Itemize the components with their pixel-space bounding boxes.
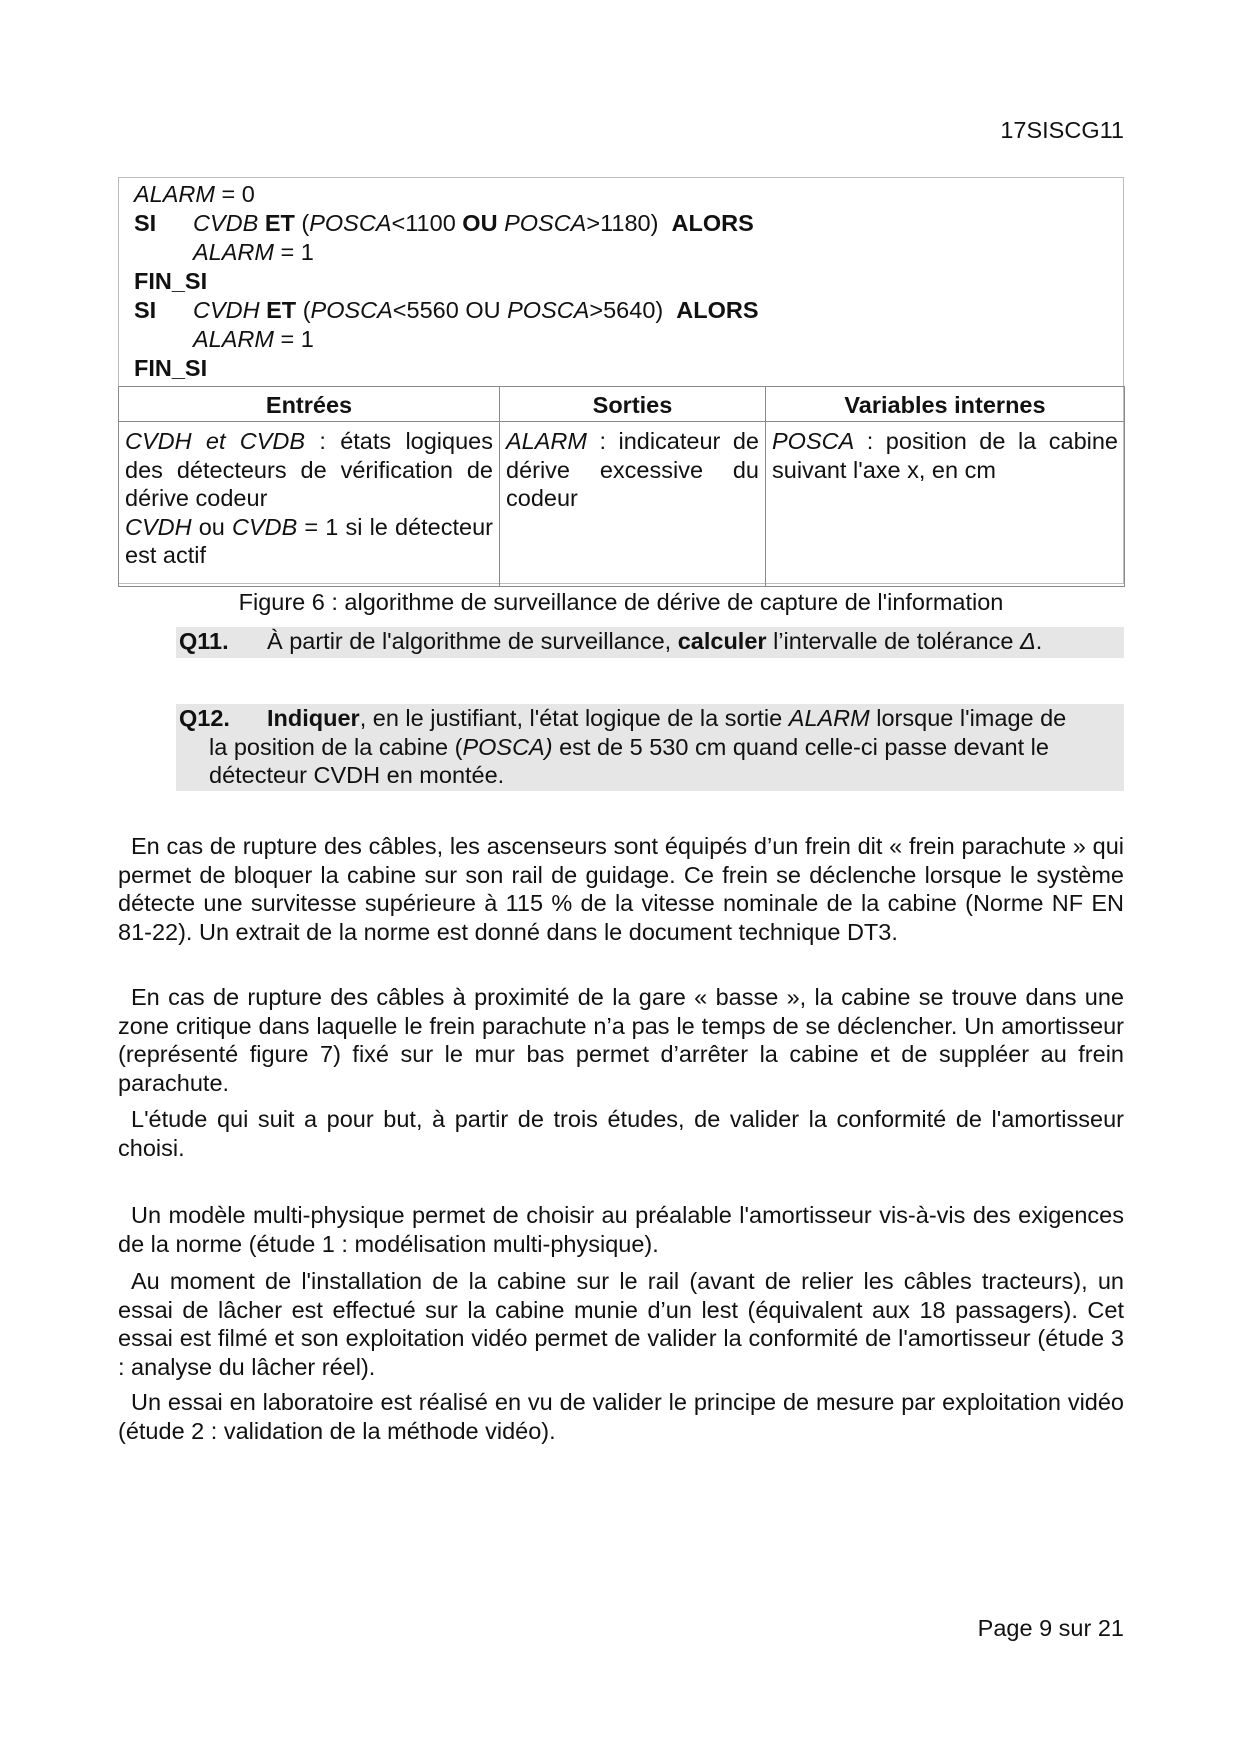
- algo-line-1: [134, 180, 759, 209]
- table-header-row: [119, 387, 1125, 422]
- algo-keyword-et: ET: [258, 210, 302, 236]
- q12-line-3: détecteur CVDH en montée.: [209, 762, 505, 788]
- algo-text: = 1: [273, 326, 314, 352]
- algo-keyword-si: SI: [134, 210, 157, 236]
- var-desc: : états logiques des détecteurs de vérification de dérive codeur: [125, 428, 493, 511]
- q12-line-1: [179, 704, 1121, 733]
- algo-var: ALARM: [193, 326, 274, 352]
- table-row: [119, 422, 1125, 587]
- paragraph-etude-2: Un essai en laboratoire est réalisé en vu de valider le principe de mesure par exploitation vidéo (étude 2 : validation de la méthode vidéo).: [118, 1389, 1124, 1444]
- var-desc: : indicateur de dérive excessive du codeur: [506, 428, 759, 511]
- algo-line-6: [134, 325, 759, 354]
- var-name: CVDH: [125, 513, 192, 540]
- algo-text: = 1: [273, 239, 314, 265]
- var-desc: ou: [191, 513, 232, 540]
- algo-keyword-alors: ALORS: [676, 297, 759, 323]
- cell-sorties: [500, 422, 766, 587]
- algo-text: (: [301, 210, 310, 236]
- algo-var: POSCA: [309, 210, 392, 236]
- var-name: POSCA: [772, 428, 855, 454]
- column-header-sorties: Sorties: [500, 387, 766, 422]
- question-var: ALARM: [788, 705, 870, 731]
- algo-keyword-ou: OU: [462, 210, 498, 236]
- algo-line-5: [134, 296, 759, 325]
- algorithm-box: [118, 177, 1124, 584]
- algo-text: <1100: [391, 210, 463, 236]
- algo-line-4: FIN_SI: [134, 268, 208, 294]
- algo-var: POSCA: [310, 297, 393, 323]
- question-q12: [176, 704, 1124, 791]
- column-header-entrees: Entrées: [119, 387, 500, 422]
- var-name: CVDH et CVDB: [125, 428, 306, 454]
- algo-line-7: FIN_SI: [134, 355, 208, 381]
- delta-symbol: Δ: [1019, 628, 1036, 654]
- question-number: Q12.: [179, 705, 230, 731]
- algo-text: >5640): [589, 297, 677, 323]
- var-name: ALARM: [506, 428, 587, 454]
- algo-var: POSCA: [507, 297, 590, 323]
- algo-var: CVDH: [193, 297, 260, 323]
- paragraph-etude-3: Au moment de l'installation de la cabine sur le rail (avant de relier les câbles tracteurs), un essai de lâcher est effectué sur la cabine munie d’un lest (équivalent aux 18 passagers). Cet essai est filmé et son exploitation vidéo permet de valider la conformité de l'amortisseur (étude 3 : analyse du lâcher réel).: [118, 1268, 1124, 1380]
- paragraph-frein-parachute: En cas de rupture des câbles, les ascenseurs sont équipés d’un frein dit « frein parachute » qui permet de bloquer la cabine sur son rail de guidage. Ce frein se déclenche lorsque le système détecte une survitesse supérieure à 115 % de la vitesse nominale de la cabine (Norme NF EN 81-22). Un extrait de la norme est donné dans le document technique DT3.: [118, 833, 1124, 945]
- algo-var: POSCA: [504, 210, 587, 236]
- algo-text: (: [302, 297, 311, 323]
- q12-line-2: [179, 733, 1121, 762]
- algo-keyword-si: SI: [134, 297, 157, 323]
- algo-keyword-alors: ALORS: [671, 210, 754, 236]
- cell-entrees: [119, 422, 500, 587]
- question-text: .: [1035, 628, 1043, 654]
- algorithm-listing: [134, 180, 759, 383]
- question-verb: Indiquer: [267, 705, 360, 731]
- question-text: lorsque l'image de: [869, 705, 1067, 731]
- paragraph-etude-but: L'étude qui suit a pour but, à partir de trois études, de valider la conformité de l'amortisseur choisi.: [118, 1106, 1124, 1161]
- question-number: Q11.: [179, 628, 229, 654]
- algo-text: >1180): [586, 210, 672, 236]
- figure-caption: Figure 6 : algorithme de surveillance de dérive de capture de l'information: [238, 589, 1004, 615]
- question-text: la position de la cabine (: [209, 733, 463, 760]
- document-code: 17SISCG11: [1000, 117, 1124, 143]
- algo-line-3: [134, 238, 759, 267]
- algo-text: = 0: [214, 181, 255, 207]
- page-number: Page 9 sur 21: [977, 1615, 1124, 1641]
- var-desc: = 1 si le détecteur est actif: [125, 513, 493, 568]
- question-verb: calculer: [677, 628, 767, 654]
- algo-line-2: [134, 209, 759, 238]
- question-var: POSCA): [462, 733, 553, 760]
- variables-table: [118, 386, 1125, 587]
- question-q11: [176, 627, 1124, 658]
- algo-var: ALARM: [193, 239, 274, 265]
- paragraph-etude-1: Un modèle multi-physique permet de choisir au préalable l'amortisseur vis-à-vis des exigences de la norme (étude 1 : modélisation multi-physique).: [118, 1202, 1124, 1257]
- algo-var: ALARM: [134, 181, 215, 207]
- algo-var: CVDB: [193, 210, 259, 236]
- question-text: À partir de l'algorithme de surveillance,: [267, 628, 678, 654]
- question-text: est de 5 530 cm quand celle-ci passe devant le: [552, 733, 1049, 760]
- question-text: l’intervalle de tolérance: [766, 628, 1020, 654]
- column-header-variables-internes: Variables internes: [766, 387, 1125, 422]
- paragraph-amortisseur: En cas de rupture des câbles à proximité de la gare « basse », la cabine se trouve dans une zone critique dans laquelle le frein parachute n’a pas le temps de se déclencher. Un amortisseur (représenté figure 7) fixé sur le mur bas permet d’arrêter la cabine et de suppléer au frein parachute.: [118, 984, 1124, 1096]
- question-text: , en le justifiant, l'état logique de la sortie: [359, 705, 789, 731]
- var-desc: : position de la cabine suivant l'axe x, en cm: [772, 428, 1118, 483]
- algo-keyword-et: ET: [259, 297, 303, 323]
- cell-variables-internes: [766, 422, 1125, 587]
- var-name: CVDB: [232, 513, 298, 540]
- algo-text: <5560 OU: [392, 297, 508, 323]
